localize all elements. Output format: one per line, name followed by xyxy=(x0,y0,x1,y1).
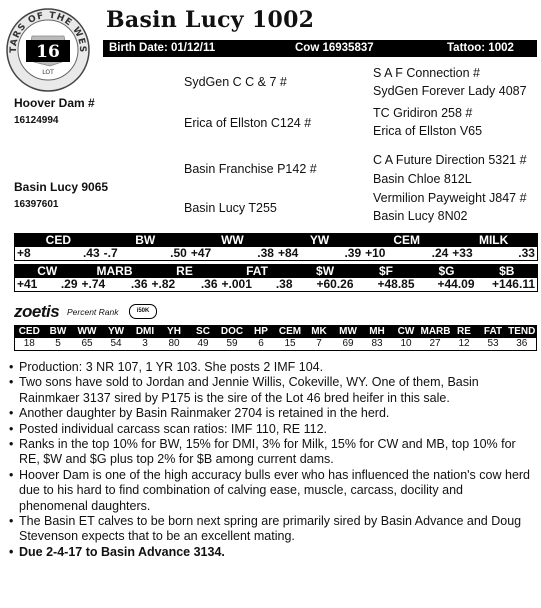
sire-dam-sire: TC Gridiron 258 # xyxy=(373,106,473,120)
rank-value: 10 xyxy=(400,338,412,349)
epd1-header: YW xyxy=(276,234,363,248)
rank-header: DOC xyxy=(218,326,247,339)
rank-value: 49 xyxy=(197,338,209,349)
rank-header: RE xyxy=(450,326,479,339)
rank-header: DMI xyxy=(131,326,160,339)
epd1-accuracy: .33 xyxy=(494,247,538,261)
epd2-dollar-value: +60.26 xyxy=(295,278,356,292)
rank-header: MH xyxy=(363,326,392,339)
rank-value: 27 xyxy=(429,338,441,349)
rank-value: 15 xyxy=(284,338,296,349)
sire-sire-dam: SydGen Forever Lady 4087 xyxy=(373,84,527,98)
note-item: • Ranks in the top 10% for BW, 15% for DMI, 3% for Milk, 15% for CW and MB, top 10% for RE, $W and $G plus top 2% for $B among current dams. xyxy=(8,437,535,468)
epd2-value: +.82 xyxy=(150,278,190,292)
rank-header: CW xyxy=(392,326,421,339)
rank-header: YH xyxy=(160,326,189,339)
epd2-header: MARB xyxy=(80,265,150,279)
dam-reg: 16397601 xyxy=(14,199,59,210)
epd2-header: $G xyxy=(417,265,477,279)
note-item: • Another daughter by Basin Rainmaker 2704 is retained in the herd. xyxy=(8,406,535,421)
epd2-value: +.001 xyxy=(220,278,265,292)
rank-header: MK xyxy=(305,326,334,339)
epd2-header: RE xyxy=(150,265,220,279)
dam-sire-sire: C A Future Direction 5321 # xyxy=(373,153,527,167)
notes xyxy=(8,360,535,560)
sire-dam: Erica of Ellston C124 # xyxy=(184,116,312,130)
epd2-header: $F xyxy=(356,265,417,279)
epd1-header: CED xyxy=(15,234,102,248)
epd2-header: $W xyxy=(295,265,356,279)
lot-number: 16 xyxy=(36,42,60,62)
animal-name: Basin Lucy 1002 xyxy=(106,7,315,33)
rank-header: BW xyxy=(44,326,73,339)
sire-dam-dam: Erica of Ellston V65 xyxy=(373,124,483,138)
rank-header: SC xyxy=(189,326,218,339)
epd2-value: +41 xyxy=(15,278,50,292)
rank-value: 18 xyxy=(23,338,35,349)
rank-value: 59 xyxy=(226,338,238,349)
cow-id: Cow 16935837 xyxy=(295,42,374,54)
epd2-header: CW xyxy=(15,265,80,279)
epd1-accuracy: .50 xyxy=(145,247,189,261)
epd2-accuracy: .36 xyxy=(190,278,220,292)
epd1-value: +33 xyxy=(450,247,494,261)
epd2-accuracy: .36 xyxy=(120,278,150,292)
rank-value: 6 xyxy=(258,338,264,349)
notes-list xyxy=(8,360,535,560)
rank-header: MW xyxy=(334,326,363,339)
rank-value: 53 xyxy=(487,338,499,349)
dam-dam-dam: Basin Lucy 8N02 xyxy=(373,209,468,223)
rank-value: 69 xyxy=(342,338,354,349)
note-item: • Hoover Dam is one of the high accuracy bulls ever who has influenced the nation's cow herd due to his hard to find combination of calving ease, muscle, carcass, docility and phenomenal daughters. xyxy=(8,468,535,514)
rank-header: YW xyxy=(102,326,131,339)
rank-value: 54 xyxy=(110,338,122,349)
dam-dam-sire: Vermilion Payweight J847 # xyxy=(373,191,527,205)
rank-value: 80 xyxy=(168,338,180,349)
epd-table-1 xyxy=(14,233,538,261)
epd-table-2 xyxy=(14,264,538,292)
dam-sire: Basin Franchise P142 # xyxy=(184,162,317,176)
note-item: • Due 2-4-17 to Basin Advance 3134. xyxy=(8,545,535,560)
epd2-header: $B xyxy=(477,265,538,279)
epd1-header: BW xyxy=(102,234,189,248)
epd1-accuracy: .38 xyxy=(232,247,276,261)
rank-value: 83 xyxy=(371,338,383,349)
epd1-value: -.7 xyxy=(102,247,146,261)
epd2-accuracy: .38 xyxy=(265,278,295,292)
header-bar xyxy=(103,40,537,57)
note-item: • Posted individual carcass scan ratios: IMF 110, RE 112. xyxy=(8,422,535,437)
note-item: • The Basin ET calves to be born next spring are primarily sired by Basin Advance and Doug Stevenson expects that to be an excellent mating. xyxy=(8,514,535,545)
epd2-dollar-value: +44.09 xyxy=(417,278,477,292)
epd1-value: +10 xyxy=(363,247,407,261)
note-item: • Production: 3 NR 107, 1 YR 103. She posts 2 IMF 104. xyxy=(8,360,535,375)
percent-rank-label: Percent Rank xyxy=(67,307,119,317)
epd2-value: +.74 xyxy=(80,278,120,292)
epd1-value: +84 xyxy=(276,247,320,261)
epd2-accuracy: .29 xyxy=(50,278,80,292)
rank-header: CEM xyxy=(276,326,305,339)
rank-header: MARB xyxy=(420,326,451,337)
epd2-dollar-value: +146.11 xyxy=(477,278,538,292)
epd1-header: CEM xyxy=(363,234,450,248)
rank-value: 36 xyxy=(516,338,528,349)
sire-reg: 16124994 xyxy=(14,115,59,126)
sire-sire: SydGen C C & 7 # xyxy=(184,75,287,89)
rank-value: 12 xyxy=(458,338,470,349)
epd1-accuracy: .39 xyxy=(320,247,364,261)
epd1-accuracy: .43 xyxy=(58,247,102,261)
rank-value: 5 xyxy=(55,338,61,349)
birth-date: Birth Date: 01/12/11 xyxy=(109,42,216,54)
sire-sire-sire: S A F Connection # xyxy=(373,66,481,80)
epd1-header: MILK xyxy=(450,234,537,248)
dam-sire-dam: Basin Chloe 812L xyxy=(373,172,472,186)
dam-dam: Basin Lucy T255 xyxy=(184,201,277,215)
rank-header: WW xyxy=(73,326,102,339)
zoetis-logo: zoetis xyxy=(14,302,60,321)
rank-value: 65 xyxy=(81,338,93,349)
epd1-value: +47 xyxy=(189,247,233,261)
lot-badge xyxy=(4,6,92,94)
rank-value: 7 xyxy=(316,338,322,349)
rank-header: HP xyxy=(247,326,276,339)
rank-value: 3 xyxy=(142,338,148,349)
epd1-header: WW xyxy=(189,234,276,248)
epd2-dollar-value: +48.85 xyxy=(356,278,417,292)
tattoo: Tattoo: 1002 xyxy=(447,42,514,54)
lot-ring-lower: LOT xyxy=(42,69,54,76)
dam-name: Basin Lucy 9065 xyxy=(14,180,109,194)
epd1-value: +8 xyxy=(15,247,59,261)
rank-header: FAT xyxy=(479,326,508,339)
epd2-header: FAT xyxy=(220,265,295,279)
lot-ring-text: TARS OF THE WES xyxy=(8,10,88,54)
i50k-badge: i50K xyxy=(129,304,157,319)
rank-header: CED xyxy=(15,326,44,339)
sire-name: Hoover Dam # xyxy=(14,96,95,110)
percent-rank-table xyxy=(14,325,537,351)
note-item: • Two sons have sold to Jordan and Jennie Willis, Cokeville, WY. One of them, Basin Rainmkaer 3137 sired by P175 is the sire of the Lot 46 bred heifer in this sale. xyxy=(8,375,535,406)
epd1-accuracy: .24 xyxy=(407,247,451,261)
rank-header: TEND xyxy=(508,326,536,337)
